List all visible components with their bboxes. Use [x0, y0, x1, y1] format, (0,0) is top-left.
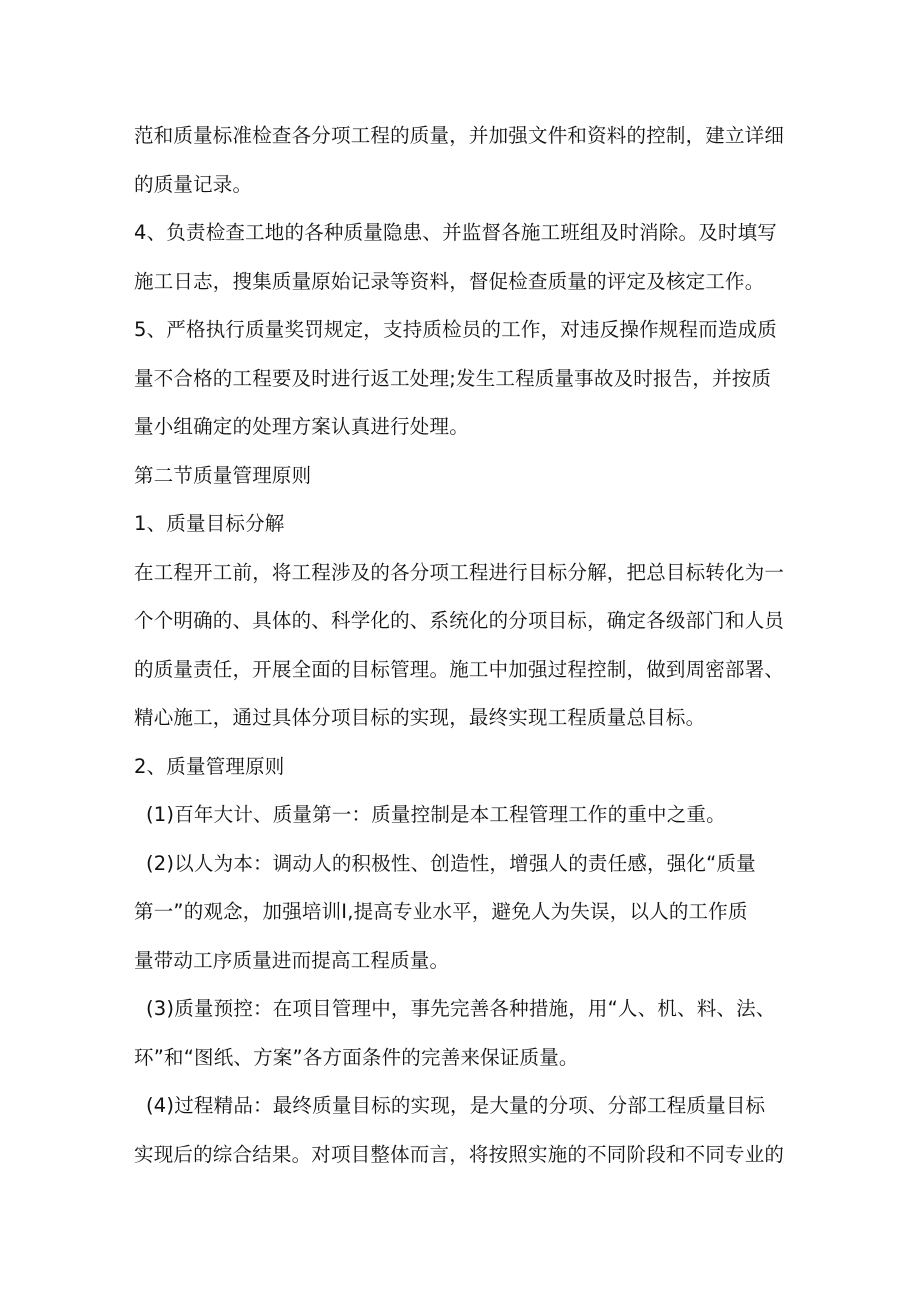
document-body: [134, 112, 804, 1179]
text-line: 施工日志，搜集质量原始记录等资料，督促检查质量的评定及核定工作。: [134, 269, 765, 293]
text-line: (4)过程精品：最终质量目标的实现，是大量的分项、分部工程质量目标: [146, 1094, 766, 1117]
text-line: 5、严格执行质量奖罚规定，支持质检员的工作，对违反操作规程而造成质: [134, 318, 778, 341]
subsection-heading: 1、质量目标分解: [134, 512, 285, 535]
text-line: 精心施工，通过具体分项目标的实现，最终实现工程质量总目标。: [134, 706, 706, 729]
text-line: (3)质量预控：在项目管理中，事先完善各种措施，用“人、机、料、法、: [146, 997, 776, 1020]
text-line: 量带动工序质量进而提高工程质量。: [134, 948, 450, 972]
text-line: 实现后的综合结果。对项目整体而言，将按照实施的不同阶段和不同专业的: [134, 1142, 785, 1166]
text-line: 个个明确的、具体的、科学化的、系统化的分项目标，确定各级部门和人员: [134, 609, 785, 632]
text-line: (1)百年大计、质量第一：质量控制是本工程管理工作的重中之重。: [146, 803, 726, 826]
subsection-heading: 2、质量管理原则: [134, 754, 285, 778]
text-line: 量小组确定的处理方案认真进行处理。: [134, 415, 469, 438]
text-line: 的质量责任，开展全面的目标管理。施工中加强过程控制，做到周密部署、: [134, 657, 785, 681]
text-line: 环”和“图纸、方案”各方面条件的完善来保证质量。: [134, 1045, 579, 1069]
text-line: 在工程开工前，将工程涉及的各分项工程进行目标分解，把总目标转化为一: [134, 560, 785, 584]
section-heading: 第二节质量管理原则: [134, 463, 312, 487]
text-line: (2)以人为本：调动人的积极性、创造性，增强人的责任感，强化“质量: [146, 851, 756, 875]
text-line: 4、负责检查工地的各种质量隐患、并监督各施工班组及时消除。及时填写: [134, 221, 778, 244]
text-line: 第一”的观念，加强培训I,提高专业水平，避免人为失误，以人的工作质: [134, 900, 748, 923]
text-line: 量不合格的工程要及时进行返工处理;发生工程质量事故及时报告，并按质: [134, 366, 772, 390]
text-line: 范和质量标准检查各分项工程的质量，并加强文件和资料的控制，建立详细: [134, 124, 785, 147]
text-line: 的质量记录。: [134, 172, 253, 196]
